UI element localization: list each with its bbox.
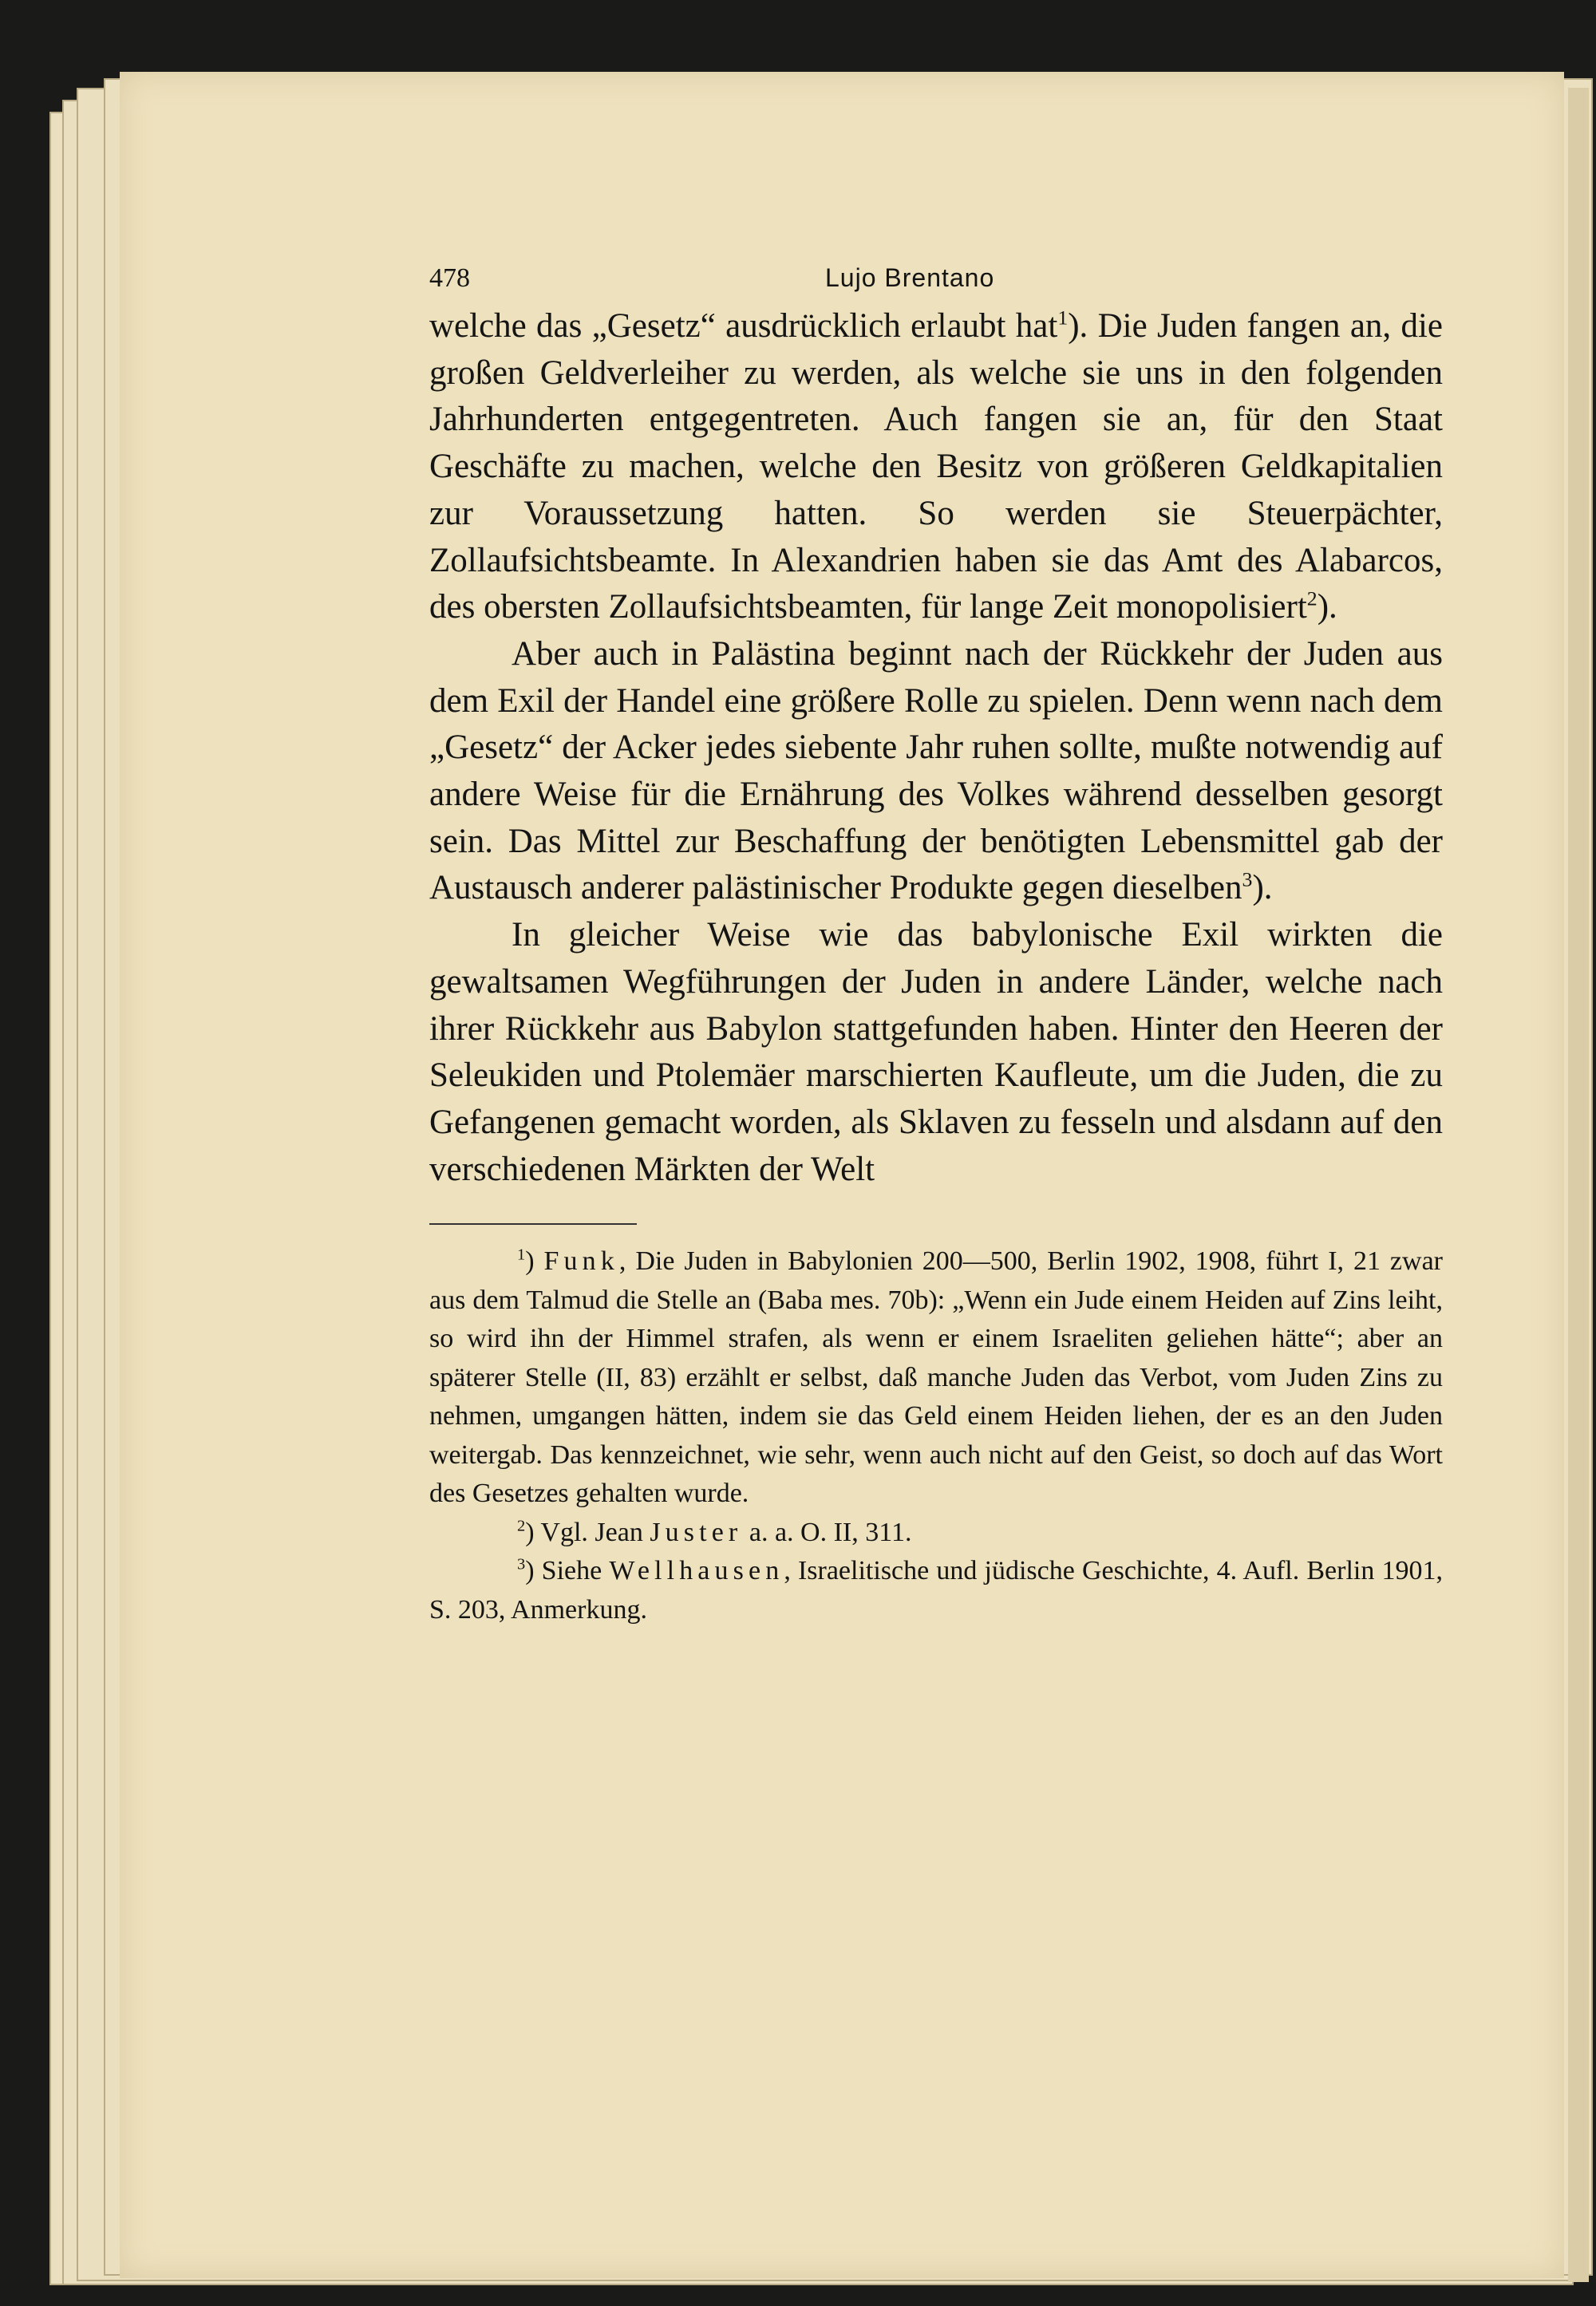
footnote-ref-2: 2 (1306, 586, 1317, 610)
footnote-2-pre: ) Vgl. Jean (525, 1517, 650, 1547)
paragraph-1-text-c: ). (1317, 588, 1337, 626)
facing-page-edge (1568, 88, 1589, 2282)
footnotes (429, 1242, 1443, 1629)
footnote-1: $^1$) Funk, Die Juden in Babylonien 200—500, Berlin 1902, 1908, führt I, 21 zwar aus dem Talmud die Stelle an (Baba mes. 70b): „Wenn ein Jude einem Heiden auf Zins leiht, so wird ihn der Himmel strafen, als wenn er einem Israeliten geliehen hätte“; aber an späterer Stelle (II, 83) erzählt er selbst, daß manche Juden das Verbot, vom Juden Zins zu nehmen, umgangen hätten, indem sie das Geld einem Heiden liehen, der es an den Juden weitergab. Das kennzeichnet, wie sehr, wenn auch nicht auf den Geist, so doch auf das Wort des Gesetzes gehalten wurde. (429, 1246, 1443, 1509)
paragraph-1-text-b: ). Die Juden fangen an, die großen Geldverleiher zu werden, als welche sie uns in den folgenden Jahrhunderten entgegentreten. Auch fangen sie an, für den Staat Geschäfte zu machen, welche den Besitz von größeren Geldkapitalien zur Voraussetzung hatten. So werden sie Steuerpächter, Zollaufsichtsbeamte. In Alexandrien haben sie das Amt des Alabarcos, des obersten Zollaufsichtsbeamten, für lange Zeit monopolisiert (429, 307, 1443, 626)
paragraph-2-text-b: ). (1252, 869, 1273, 907)
paragraph-2 (429, 631, 1443, 912)
paragraph-3: In gleicher Weise wie das babylonische Exil wirkten die gewaltsamen Wegführungen der Juden in andere Länder, welche nach ihrer Rückkehr aus Babylon stattgefunden haben. Hinter den Heeren der Seleukiden und Ptolemäer marschierten Kaufleute, um die Juden, die zu Gefangenen gemacht worden, als Sklaven zu fesseln und alsdann auf den verschiedenen Märkten der Welt (429, 916, 1443, 1188)
footnote-3-pre: ) Siehe (525, 1556, 610, 1586)
footnote-1-author: Funk (543, 1246, 619, 1277)
running-head (429, 255, 1443, 303)
footnote-ref-1: 1 (1057, 306, 1069, 330)
footnote-rule (429, 1223, 637, 1225)
footnote-1-mark: 1 (517, 1246, 526, 1265)
footnote-3 (429, 1552, 1443, 1629)
footnote-3-author: Wellhausen (609, 1556, 784, 1586)
footnote-2-mark: 2 (517, 1517, 526, 1535)
running-title: Lujo Brentano (825, 263, 995, 292)
footnote-2-author: Juster (650, 1517, 743, 1547)
footnote-ref-3: 3 (1242, 868, 1253, 892)
paragraph-2-text-a: Aber auch in Palästina beginnt nach der Rückkehr der Juden aus dem Exil der Handel eine größere Rolle zu spielen. Denn wenn nach dem „Gesetz“ der Acker jedes siebente Jahr ruhen sollte, mußte notwendig auf andere Weise für die Ernährung des Volkes während desselben gesorgt sein. Das Mittel zur Beschaffung der benötigten Lebensmittel gab der Austausch anderer palästinischer Produkte gegen dieselben (429, 634, 1443, 907)
paragraph-1 (429, 303, 1443, 631)
footnote-2-post: a. a. O. II, 311. (742, 1517, 912, 1547)
body-text (429, 303, 1443, 1193)
text-block (429, 255, 1443, 1629)
footnote-3-mark: 3 (517, 1556, 526, 1574)
paragraph-1-text-a: welche das „Gesetz“ ausdrücklich erlaubt hat (429, 307, 1058, 345)
footnote-3-post: , Israelitische und jüdische Geschichte, 4. Aufl. Berlin 1901, S. 203, Anmerkung. (429, 1556, 1443, 1625)
footnote-2 (429, 1514, 1443, 1553)
footnote-1-text: , Die Juden in Babylonien 200—500, Berlin 1902, 1908, führt I, 21 zwar aus dem Talmud die Stelle an (Baba mes. 70b): „Wenn ein Jude einem Heiden auf Zins leiht, so wird ihn der Himmel strafen, als wenn er einem Israeliten geliehen hätte“; aber an späterer Stelle (II, 83) erzählt er selbst, daß manche Juden das Verbot, vom Juden Zins zu nehmen, umgangen hätten, indem sie das Geld einem Heiden liehen, der es an den Juden weitergab. Das kennzeichnet, wie sehr, wenn auch nicht auf den Geist, so doch auf das Wort des Gesetzes gehalten wurde. (429, 1246, 1443, 1509)
page-number: 478 (429, 263, 470, 293)
